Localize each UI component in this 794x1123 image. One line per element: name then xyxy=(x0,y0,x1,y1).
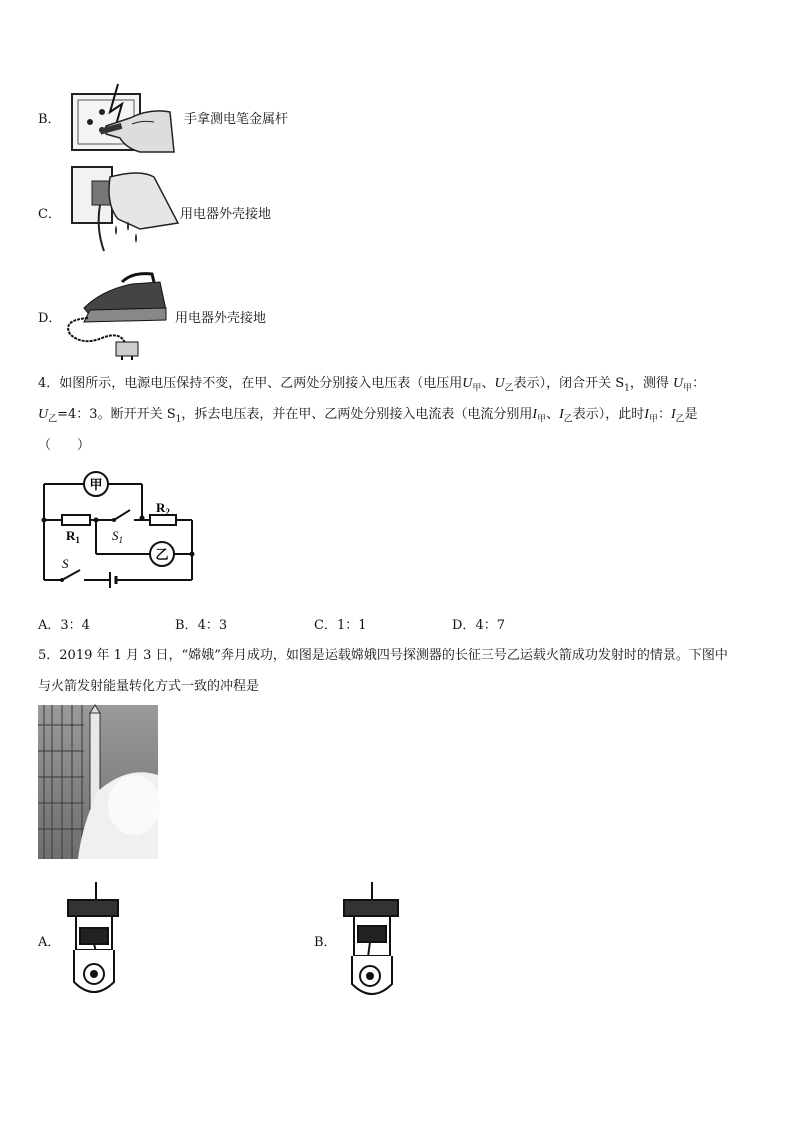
s1-label: $S_1$ xyxy=(112,528,123,545)
tester-pen-illustration xyxy=(70,82,176,154)
r2-label: $R_2$ xyxy=(156,500,170,517)
choice-d: D．4：7 xyxy=(452,618,505,633)
engine-option-b-letter: B． xyxy=(314,935,337,950)
option-b-caption: 手拿测电笔金属杆 xyxy=(184,112,289,127)
question-4-line2: $U_乙=4$：3。断开开关 $S_1$，拆去电压表，并在甲、乙两处分别接入电流表（电流分别用$I_甲$、$I_乙$表示），此时$I_甲$：$I_乙$是 xyxy=(38,407,698,425)
rocket-launch-photo xyxy=(38,705,158,859)
engine-stroke-a-diagram xyxy=(62,882,126,1002)
choice-a: A．3：4 xyxy=(38,618,90,633)
engine-option-a-letter: A． xyxy=(38,935,61,950)
meter-jia-label: 甲 xyxy=(89,477,103,492)
question-4-line1: 4．如图所示，电源电压保持不变，在甲、乙两处分别接入电压表（电压用$U_甲$、$U_乙$表示），闭合开关 $S_1$，测得 $U_甲$： xyxy=(38,376,706,394)
engine-stroke-b-diagram xyxy=(340,882,404,1002)
option-b-letter: B． xyxy=(38,112,61,127)
choice-c: C．1：1 xyxy=(314,618,367,633)
wet-hand-plug-illustration xyxy=(70,163,180,253)
option-c-letter: C． xyxy=(38,207,61,222)
s-label: S xyxy=(62,556,69,571)
r1-label: $R_1$ xyxy=(66,528,80,545)
circuit-diagram xyxy=(38,472,202,584)
iron-grounded-illustration xyxy=(62,268,172,360)
meter-yi-label: 乙 xyxy=(155,547,169,562)
question-4-paren: （ ） xyxy=(38,438,91,453)
choice-b: B．4：3 xyxy=(175,618,228,633)
option-d-caption: 用电器外壳接地 xyxy=(175,311,267,326)
question-5-line2: 与火箭发射能量转化方式一致的冲程是 xyxy=(38,679,260,694)
option-c-caption: 用电器外壳接地 xyxy=(180,207,272,222)
option-d-letter: D． xyxy=(38,311,62,326)
question-5-line1: 5．2019 年 1 月 3 日，“嫦娥”奔月成功，如图是运载嫦娥四号探测器的长征三号乙运载火箭成功发射时的情景。下图中 xyxy=(38,648,728,663)
